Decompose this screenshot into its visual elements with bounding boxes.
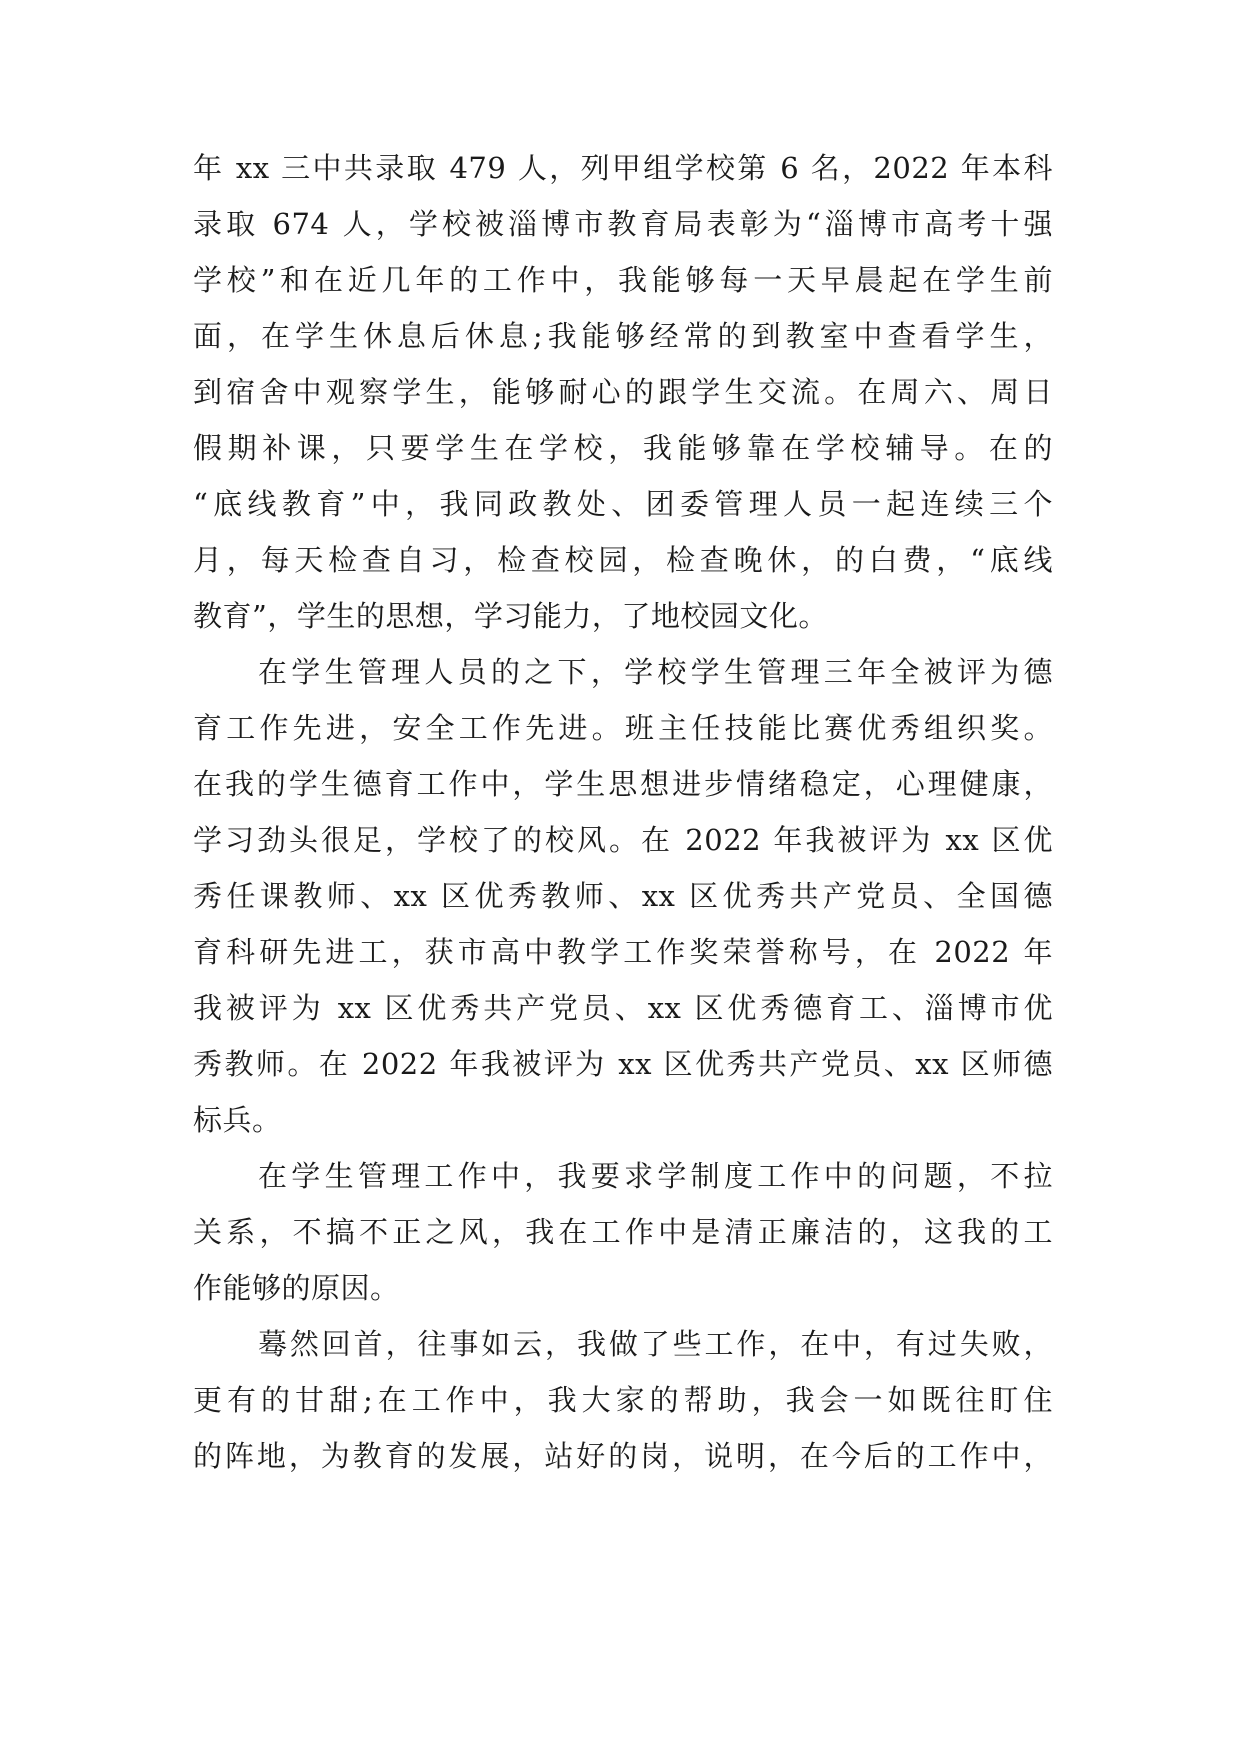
text-line: 教育”，学生的思想，学习能力，了地校园文化。 — [193, 599, 828, 633]
text-line: 学校”和在近几年的工作中，我能够每一天早晨起在学生前 — [193, 263, 1053, 297]
text-line: 秀教师。在 2022 年我被评为 xx 区优秀共产党员、xx 区师德 — [193, 1047, 1053, 1081]
text-line: 秀任课教师、xx 区优秀教师、xx 区优秀共产党员、全国德 — [193, 879, 1053, 913]
text-line: 育科研先进工，获市高中教学工作奖荣誉称号，在 2022 年 — [193, 935, 1053, 969]
text-line: 学习劲头很足，学校了的校风。在 2022 年我被评为 xx 区优 — [193, 823, 1053, 857]
text-line: 育工作先进，安全工作先进。班主任技能比赛优秀组织奖。 — [193, 711, 1053, 745]
text-line: 假期补课，只要学生在学校，我能够靠在学校辅导。在的 — [193, 431, 1053, 465]
text-line: 面，在学生休息后休息;我能够经常的到教室中查看学生， — [193, 319, 1053, 353]
text-line: 录取 674 人，学校被淄博市教育局表彰为“淄博市高考十强 — [193, 207, 1053, 241]
text-line: 标兵。 — [193, 1103, 282, 1137]
text-line: 我被评为 xx 区优秀共产党员、xx 区优秀德育工、淄博市优 — [193, 991, 1053, 1025]
text-line: 关系，不搞不正之风，我在工作中是清正廉洁的，这我的工 — [193, 1215, 1053, 1249]
paragraph-start-line: 在学生管理工作中，我要求学制度工作中的问题，不拉 — [258, 1159, 1053, 1193]
text-line: 到宿舍中观察学生，能够耐心的跟学生交流。在周六、周日 — [193, 375, 1053, 409]
text-line: 年 xx 三中共录取 479 人，列甲组学校第 6 名，2022 年本科 — [193, 151, 1053, 185]
text-line: 在我的学生德育工作中，学生思想进步情绪稳定，心理健康， — [193, 767, 1053, 801]
text-line: “底线教育”中，我同政教处、团委管理人员一起连续三个 — [193, 487, 1053, 521]
text-line: 的阵地，为教育的发展，站好的岗，说明，在今后的工作中， — [193, 1439, 1053, 1473]
paragraph-start-line: 蓦然回首，往事如云，我做了些工作，在中，有过失败， — [258, 1327, 1053, 1361]
paragraph-start-line: 在学生管理人员的之下，学校学生管理三年全被评为德 — [258, 655, 1053, 689]
text-line: 作能够的原因。 — [193, 1271, 400, 1305]
text-line: 月，每天检查自习，检查校园，检查晚休，的白费，“底线 — [193, 543, 1053, 577]
text-line: 更有的甘甜;在工作中，我大家的帮助，我会一如既往盯住 — [193, 1383, 1053, 1417]
